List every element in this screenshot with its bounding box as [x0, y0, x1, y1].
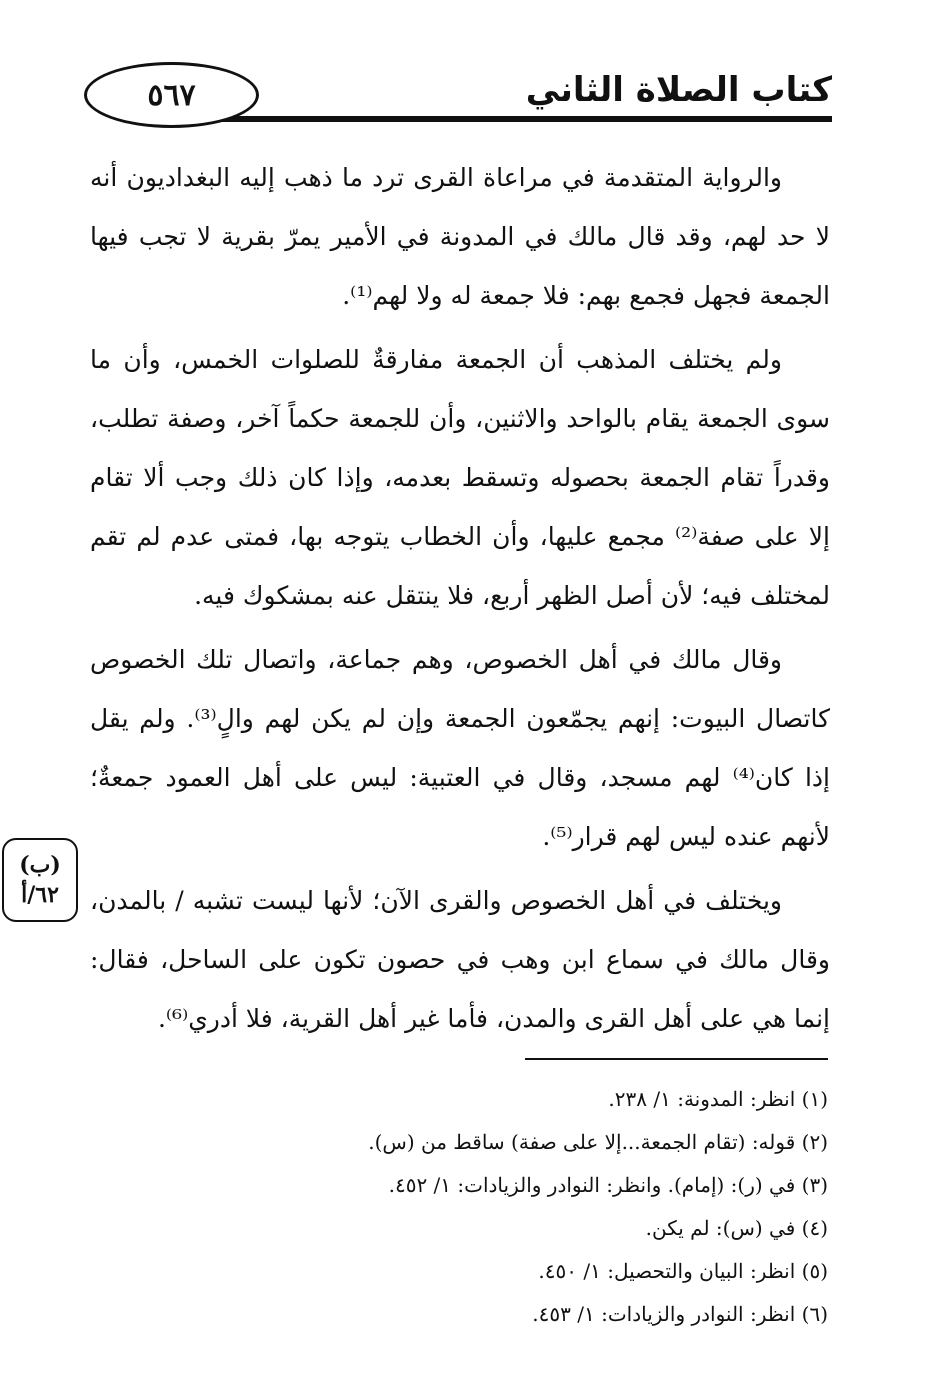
footnote-separator — [525, 1058, 828, 1060]
footnote: (٥) انظر: البيان والتحصيل: ١/ ٤٥٠. — [538, 1259, 828, 1283]
footnote: (٤) في (س): لم يكن. — [645, 1216, 828, 1240]
footnote: (١) انظر: المدونة: ١/ ٢٣٨. — [608, 1087, 828, 1111]
page-number: ٥٦٧ — [84, 62, 259, 128]
folio-note-line: ٦٢/أ — [21, 882, 59, 908]
running-title: كتاب الصلاة الثاني — [525, 70, 832, 110]
paragraph: والرواية المتقدمة في مراعاة القرى ترد ما ذهب إليه البغداديون أنه لا حد لهم، وقد قال مالك في المدونة في الأمير يمرّ بقرية لا تجب فيها الجمعة فجهل فجمع بهم: فلا جمعة له ولا لهم⁽¹⁾. — [90, 163, 830, 310]
paragraph: ولم يختلف المذهب أن الجمعة مفارقةٌ للصلوات الخمس، وأن ما سوى الجمعة يقام بالواحد والاثنين، وأن للجمعة حكماً آخر، وصفة تطلب، وقدراً تقام الجمعة بحصوله وتسقط بعدمه، وإذا كان ذلك وجب ألا تقام إلا على صفة⁽²⁾ مجمع عليها، وأن الخطاب يتوجه بها، فمتى عدم لم تقم لمختلف فيه؛ لأن أصل الظهر أربع، فلا ينتقل عنه بمشكوك فيه. — [90, 345, 830, 610]
footnotes — [120, 1078, 828, 1336]
folio-note-line: (ب) — [19, 852, 61, 878]
main-text — [90, 148, 830, 1048]
paragraph: وقال مالك في أهل الخصوص، وهم جماعة، واتصال تلك الخصوص كاتصال البيوت: إنهم يجمّعون الجمعة وإن لم يكن لهم والٍ⁽³⁾. ولم يقل إذا كان⁽⁴⁾ لهم مسجد، وقال في العتبية: ليس على أهل العمود جمعةٌ؛ لأنهم عنده ليس لهم قرار⁽⁵⁾. — [90, 645, 830, 851]
page-header — [70, 50, 840, 130]
manuscript-folio-note — [2, 838, 78, 922]
paragraph: ويختلف في أهل الخصوص والقرى الآن؛ لأنها ليست تشبه / بالمدن، وقال مالك في سماع ابن وهب في حصون تكون على الساحل، فقال: إنما هي على أهل القرى والمدن، فأما غير أهل القرية، فلا أدري⁽⁶⁾. — [90, 886, 830, 1033]
footnote: (٦) انظر: النوادر والزيادات: ١/ ٤٥٣. — [532, 1302, 828, 1326]
footnote: (٣) في (ر): (إمام). وانظر: النوادر والزيادات: ١/ ٤٥٢. — [388, 1173, 828, 1197]
header-rule — [220, 116, 832, 122]
footnote: (٢) قوله: (تقام الجمعة...إلا على صفة) ساقط من (س). — [368, 1130, 828, 1154]
